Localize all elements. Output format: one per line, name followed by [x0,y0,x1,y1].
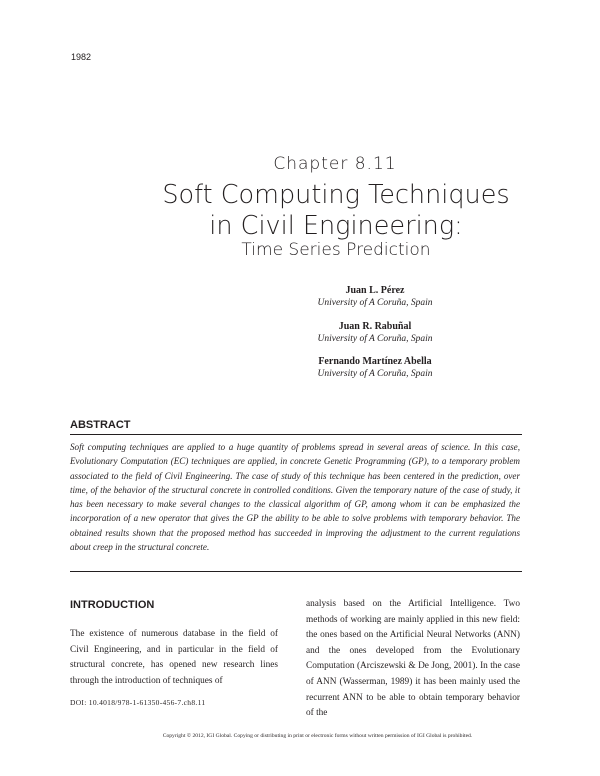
title-line-2: in Civil Engineering: [209,211,463,241]
chapter-label: Chapter 8.11 [273,154,397,174]
intro-right-column: analysis based on the Artificial Intelligence. Two methods of working are mainly applied in this new field: the ones based on the Artificial Neural Networks (ANN) and the ones developed from the Evolutionary Computation (Arciszewski & De Jong, 2001). In the case of ANN (Wasserman, 1989) it has been mainly used the recurrent ANN to be able to obtain temporary behavior of the [306,599,520,719]
author-affiliation: University of A Coruña, Spain [317,298,433,308]
copyright-footer: Copyright © 2012, IGI Global. Copying or distributing in print or electronic forms without written permission of IGI Global is prohibited. [162,733,473,739]
abstract-top-rule [70,434,522,435]
abstract-heading: ABSTRACT [70,419,131,431]
introduction-heading: INTRODUCTION [70,599,155,611]
page-number: 1982 [71,52,92,62]
author-affiliation: University of A Coruña, Spain [317,369,433,379]
title-line-1: Soft Computing Techniques [162,180,510,210]
author-block [0,285,600,309]
author-name: Juan L. Pérez [345,285,405,296]
author-affiliation: University of A Coruña, Spain [317,334,433,344]
author-block [0,356,600,380]
abstract-text: Soft computing techniques are applied to a huge quantity of problems spread in several areas of science. In this case, Evolutionary Computation (EC) techniques are applied, in concrete Genetic Programming (GP), to a temporary problem associated to the field of Civil Engineering. The case of study of this technique has been centered in the prediction, over time, of the behavior of the structural concrete in controlled conditions. Given the temporary nature of the case of study, it has been necessary to make several changes to the classical algorithm of GP, among whom it can be emphasized the incorporation of a new operator that gives the GP the ability to be able to solve problems with temporary behavior. The obtained results shown that the proposed method has succeeded in improving the adjustment to the current regulations about creep in the structural concrete. [70,442,520,553]
author-block [0,321,600,345]
subtitle: Time Series Prediction [241,240,431,260]
abstract-bottom-rule [70,571,522,572]
author-name: Fernando Martínez Abella [318,356,432,367]
doi: DOI: 10.4018/978-1-61350-456-7.ch8.11 [70,698,206,707]
author-name: Juan R. Rabuñal [338,321,412,332]
intro-left-column: The existence of numerous database in the field of Civil Engineering, and in particular in the field of structural concrete, has opened new research lines through the introduction of techniques of [70,629,278,686]
